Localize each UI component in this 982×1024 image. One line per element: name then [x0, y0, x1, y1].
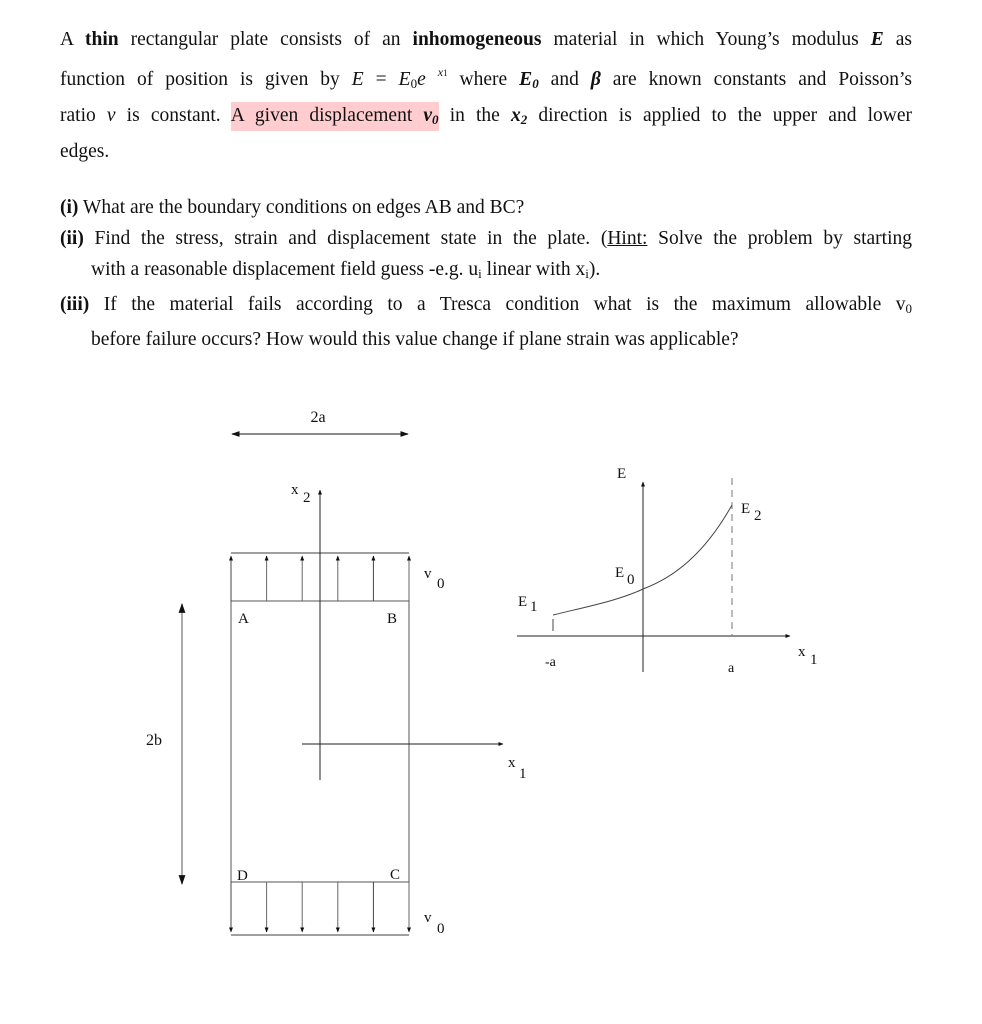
svg-text:2: 2: [754, 508, 762, 524]
question-label: (iii): [60, 294, 90, 315]
svg-text:a: a: [728, 661, 735, 676]
question-ii-continued: with a reasonable displacement field guess -e.g. $u_i$ linear with $x_i$).: [91, 259, 601, 281]
corner-C: C: [390, 867, 401, 883]
svg-text:x: x: [798, 644, 806, 660]
question-i: (i) What are the boundary conditions on edges AB and BC?: [60, 197, 525, 218]
question-iii-continued: before failure occurs? How would this value change if plane strain was applicable?: [91, 329, 739, 350]
svg-text:0: 0: [627, 572, 635, 588]
height-dimension: [146, 604, 182, 884]
svg-text:x: x: [508, 755, 516, 771]
question-label: (ii): [60, 228, 84, 249]
svg-text:E: E: [518, 594, 528, 610]
symbol-x2: $x_2$: [510, 105, 528, 127]
svg-text:x: x: [291, 482, 299, 498]
svg-text:1: 1: [810, 652, 818, 668]
svg-text:0: 0: [437, 576, 445, 592]
highlighted-text: A given displacement $v_0$: [231, 102, 439, 131]
svg-text:-a: -a: [545, 655, 556, 670]
top-displacement-arrows: [231, 553, 445, 601]
corner-A: A: [238, 611, 249, 627]
svg-text:E: E: [617, 466, 627, 482]
bold-thin: thin: [85, 29, 119, 50]
question-ii: (ii) Find the stress, strain and displacement state in the plate. (Hint: Solve the problem by starting: [60, 228, 913, 249]
corner-D: D: [237, 868, 248, 884]
question-label: (i): [60, 197, 79, 218]
svg-text:1: 1: [519, 766, 527, 782]
equation-E: $E = E_0e$ $^{x1}$: [351, 65, 448, 91]
symbol-E: E: [870, 29, 884, 50]
width-dimension: [232, 409, 408, 434]
symbol-nu: ν: [106, 105, 116, 126]
symbol-E0: $E_0$: [519, 69, 539, 91]
svg-text:E: E: [741, 501, 751, 517]
intro-line-4: edges.: [60, 141, 110, 162]
svg-text:E: E: [615, 565, 625, 581]
symbol-beta: β: [590, 69, 601, 90]
question-iii: (iii) If the material fails according to a Tresca condition what is the maximum allowable $v_0$: [60, 294, 912, 316]
svg-text:0: 0: [437, 921, 445, 937]
svg-text:2a: 2a: [310, 409, 326, 426]
intro-line-1: A thin rectangular plate consists of an inhomogeneous material in which Young’s modulus E as: [60, 29, 912, 50]
svg-text:1: 1: [530, 599, 538, 615]
hint-label: Hint:: [607, 228, 648, 249]
intro-line-2: function of position is given by $E = E_0e$ $^{x1}$ where $E_0$ and β are known constants and Poisson’s: [60, 65, 913, 91]
svg-text:2b: 2b: [146, 732, 162, 749]
modulus-graph: [517, 466, 818, 676]
svg-text:v: v: [424, 910, 432, 926]
svg-text:2: 2: [303, 490, 311, 506]
bold-inhomogeneous: inhomogeneous: [412, 29, 542, 50]
corner-B: B: [387, 611, 398, 627]
intro-line-3: ratio ν is constant. A given displacement $v_0$ in the $x_2$ direction is applied to the upper and lower: [60, 100, 912, 136]
bottom-displacement-arrows: [231, 882, 445, 937]
svg-text:v: v: [424, 566, 432, 582]
